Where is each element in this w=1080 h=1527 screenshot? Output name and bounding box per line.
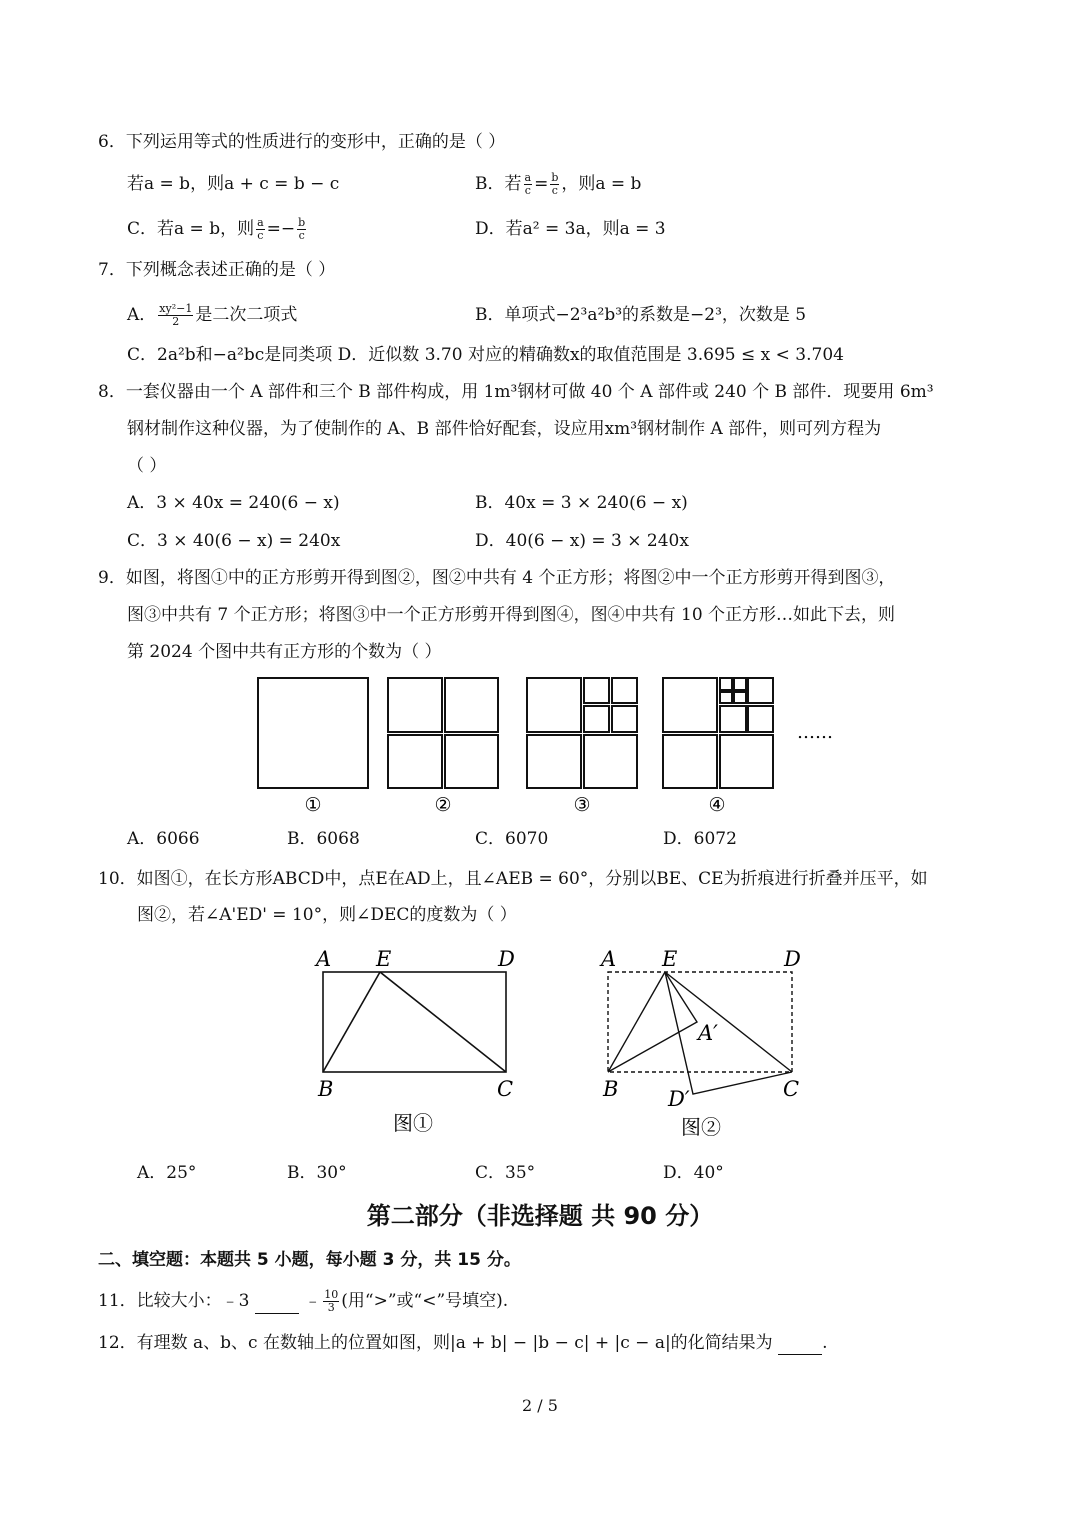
q8-option-b: B．40x = 3 × 240(6 − x): [475, 493, 688, 513]
q8-line3: （ ）: [127, 456, 167, 476]
fig1-point-d: D: [498, 947, 515, 971]
q8-option-d: D．40(6 − x) = 3 × 240x: [475, 531, 689, 551]
fig1-point-e: E: [376, 947, 392, 971]
fig-label-3: ③: [573, 794, 591, 816]
fig2-line-eb: [608, 972, 665, 1072]
fig2-point-a-prime: A′: [698, 1021, 718, 1045]
fig2-point-a: A: [601, 947, 617, 971]
fig1-line-eb: [323, 972, 380, 1072]
q6-option-b: B．若 $\frac{a}{c}$ = $\frac{b}{c}$ ，则a = b: [475, 171, 642, 197]
q9-option-d: D．6072: [663, 829, 737, 849]
fig2-point-b: B: [603, 1077, 619, 1101]
fraction-xy: $\frac{\text{xy²−1}}{2}$: [159, 302, 193, 328]
fig2-point-c: C: [783, 1077, 800, 1101]
fig1-line-ec: [380, 972, 506, 1072]
fig1-point-c: C: [497, 1077, 514, 1101]
section2-heading: 二、填空题：本题共 5 小题，每小题 3 分，共 15 分。: [98, 1250, 521, 1270]
fig1-caption: 图①: [393, 1111, 433, 1135]
q9-line2: 图③中共有 7 个正方形；将图③中一个正方形剪开得到图④，图④中共有 10 个正方形…如此下去，则: [127, 605, 896, 625]
q6-stem: 6．下列运用等式的性质进行的变形中，正确的是（ ）: [98, 132, 506, 152]
q6-option-c: C．若a = b，则 $\frac{a}{c}$ =− $\frac{b}{c}$: [127, 216, 306, 242]
fig-label-4: ④: [708, 794, 726, 816]
fig2-point-e: E: [662, 947, 678, 971]
q11-answer-blank[interactable]: [255, 1297, 299, 1314]
part2-title: 第二部分（非选择题 共 90 分）: [366, 1202, 714, 1230]
q9-option-b: B．6068: [287, 829, 360, 849]
ellipsis: ……: [797, 722, 833, 743]
fig2-point-d-prime: D′: [668, 1087, 690, 1111]
q7-option-a: A． $\frac{\text{xy²−1}}{2}$ 是二次二项式: [127, 302, 298, 328]
q11-line: 11．比较大小：﹣3 ﹣ $\frac{10}{3}$ (用“>”或“<”号填空).: [98, 1288, 509, 1314]
fraction-a-over-c-2: $\frac{a}{c}$: [257, 216, 264, 242]
q10-line2: 图②，若∠A'ED' = 10°，则∠DEC的度数为（ ）: [137, 905, 517, 925]
fig-label-2: ②: [434, 794, 452, 816]
q8-option-a: A．3 × 40x = 240(6 − x): [127, 493, 340, 513]
fig2-folded-d: [665, 972, 792, 1094]
q8-line2: 钢材制作这种仪器，为了使制作的 A、B 部件恰好配套，设应用xm³钢材制作 A 部件，则可列方程为: [127, 419, 882, 439]
q9-line3: 第 2024 个图中共有正方形的个数为（ ）: [127, 642, 442, 662]
q12-line: 12．有理数 a、b、c 在数轴上的位置如图，则|a + b| − |b − c| + |c − a|的化简结果为 .: [98, 1333, 828, 1353]
q6-option-d: D．若a² = 3a，则a = 3: [475, 219, 666, 239]
q7-stem: 7．下列概念表述正确的是（ ）: [98, 260, 336, 280]
fig-label-1: ①: [304, 794, 322, 816]
q10-option-a: A．25°: [137, 1163, 197, 1183]
q10-option-c: C．35°: [475, 1163, 536, 1183]
q9-option-c: C．6070: [475, 829, 549, 849]
q8-option-c: C．3 × 40(6 − x) = 240x: [127, 531, 341, 551]
q7-option-b: B．单项式−2³a²b³的系数是−2³，次数是 5: [475, 305, 807, 325]
fraction-10-over-3: $\frac{10}{3}$: [324, 1288, 339, 1314]
fig2-point-d: D: [784, 947, 801, 971]
q10-line1: 10．如图①，在长方形ABCD中，点E在AD上，且∠AEB = 60°，分别以BE、CE为折痕进行折叠并压平，如: [98, 869, 928, 889]
fig2-caption: 图②: [681, 1115, 721, 1139]
q8-line1: 8．一套仪器由一个 A 部件和三个 B 部件构成，用 1m³钢材可做 40 个 A 部件或 240 个 B 部件．现要用 6m³: [98, 382, 934, 402]
q10-option-b: B．30°: [287, 1163, 347, 1183]
q7-option-cd: C．2a²b和−a²bc是同类项 D．近似数 3.70 对应的精确数x的取值范围是 3.695 ≤ x < 3.704: [127, 345, 844, 365]
fraction-a-over-c: $\frac{a}{c}$: [524, 171, 532, 197]
fig1-point-a: A: [316, 947, 332, 971]
q12-answer-blank[interactable]: [778, 1338, 822, 1355]
fraction-b-over-c: $\frac{b}{c}$: [551, 171, 559, 197]
page-number: 2 / 5: [522, 1396, 558, 1415]
q10-option-d: D．40°: [663, 1163, 724, 1183]
fraction-b-over-c-2: $\frac{b}{c}$: [298, 216, 306, 242]
fig1-point-b: B: [318, 1077, 334, 1101]
fig1-rectangle: [323, 972, 506, 1072]
q6-option-a: 若a = b，则a + c = b − c: [127, 174, 340, 194]
q9-line1: 9．如图，将图①中的正方形剪开得到图②，图②中共有 4 个正方形；将图②中一个正方形剪开得到图③，: [98, 568, 896, 588]
q9-option-a: A．6066: [127, 829, 200, 849]
